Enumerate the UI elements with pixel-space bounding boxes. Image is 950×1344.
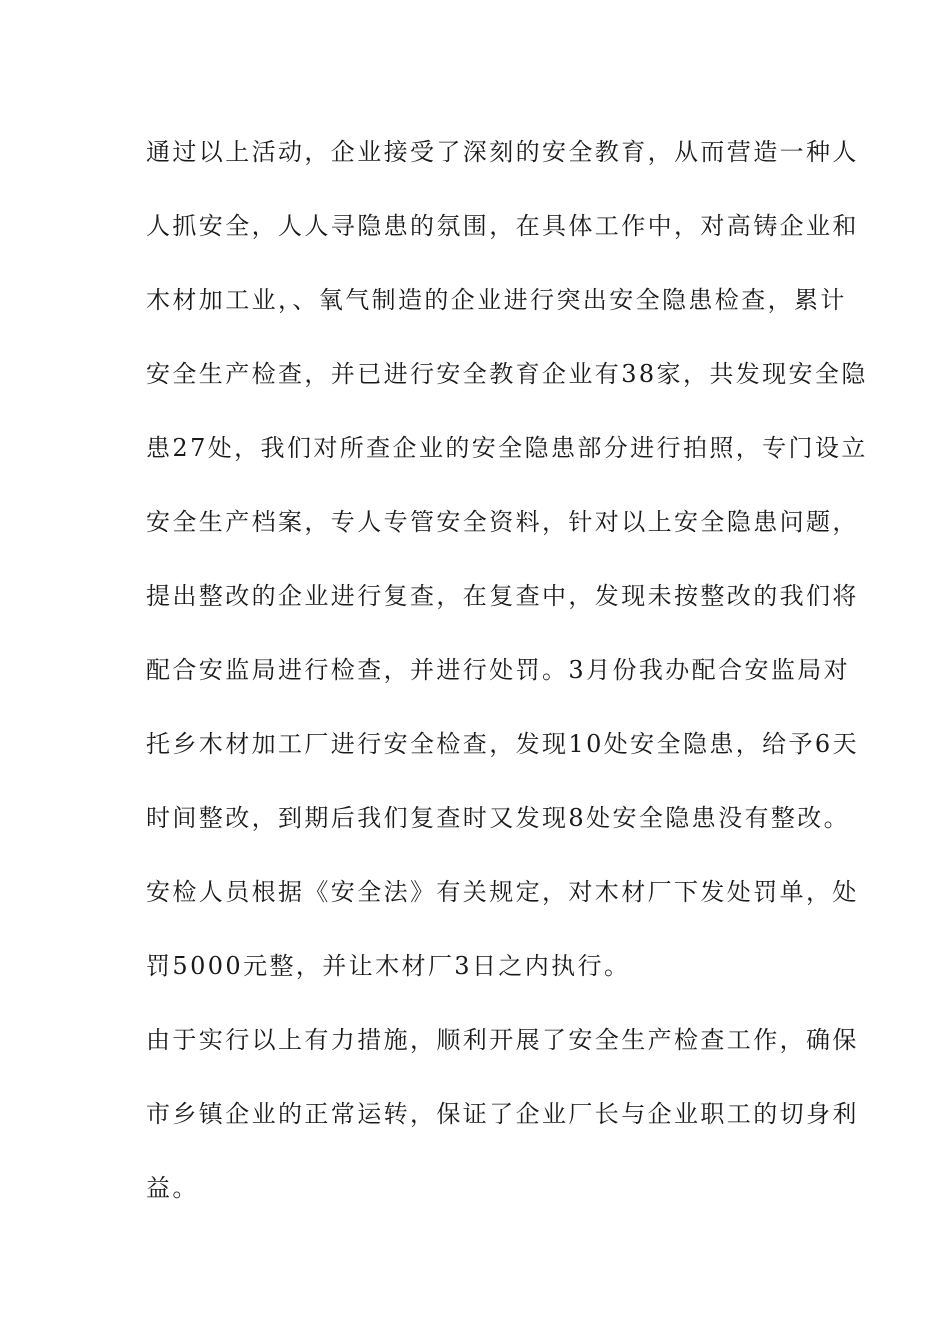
paragraph-line: 安全生产检查，并已进行安全教育企业有38家，共发现安全隐 [146, 360, 868, 388]
paragraph-line: 配合安监局进行检查，并进行处罚。3月份我办配合安监局对 [146, 656, 851, 684]
paragraph-line: 患27处，我们对所查企业的安全隐患部分进行拍照，专门设立 [146, 434, 868, 462]
paragraph-line: 安检人员根据《安全法》有关规定，对木材厂下发处罚单，处 [146, 878, 859, 906]
paragraph-line: 人抓安全，人人寻隐患的氛围，在具体工作中，对高铸企业和 [146, 212, 859, 240]
paragraph-2 [146, 1019, 859, 1241]
paragraph-line: 通过以上活动，企业接受了深刻的安全教育，从而营造一种人 [146, 138, 859, 166]
document-body [146, 131, 868, 1241]
paragraph-line: 时间整改，到期后我们复查时又发现8处安全隐患没有整改。 [146, 804, 851, 832]
paragraph-line: 罚5000元整，并让木材厂3日之内执行。 [146, 952, 631, 980]
paragraph-1 [146, 131, 868, 1019]
paragraph-line: 益。 [146, 1174, 199, 1202]
paragraph-line: 提出整改的企业进行复查，在复查中，发现未按整改的我们将 [146, 582, 859, 610]
paragraph-line: 托乡木材加工厂进行安全检查，发现10处安全隐患，给予6天 [146, 730, 860, 758]
paragraph-line: 由于实行以上有力措施，顺利开展了安全生产检查工作，确保 [146, 1026, 859, 1054]
paragraph-line: 市乡镇企业的正常运转，保证了企业厂长与企业职工的切身利 [146, 1100, 859, 1128]
paragraph-line: 安全生产档案，专人专管安全资料，针对以上安全隐患问题， [146, 508, 859, 536]
paragraph-line: 木材加工业，、氧气制造的企业进行突出安全隐患检查，累计 [146, 286, 847, 314]
